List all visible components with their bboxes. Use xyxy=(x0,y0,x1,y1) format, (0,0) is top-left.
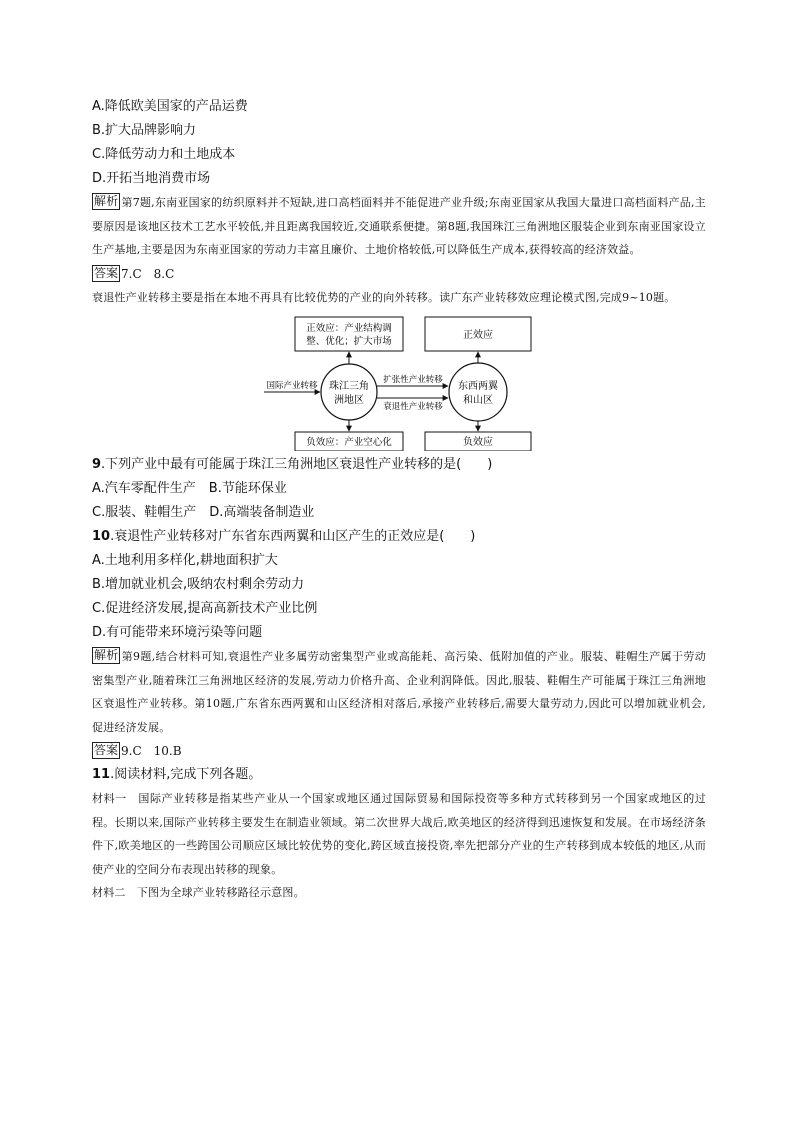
east-west-wings-line2: 和山区 xyxy=(463,395,493,406)
q8-option-d: D.开拓当地消费市场 xyxy=(92,171,211,186)
positive-effect-right-label: 正效应 xyxy=(463,330,493,341)
q10-option-b: B.增加就业机会,吸纳农村剩余劳动力 xyxy=(92,577,305,592)
answer-7-8 xyxy=(92,262,706,286)
material-1-label: 材料一 xyxy=(92,792,127,805)
q10-option-c: C.促进经济发展,提高高新技术产业比例 xyxy=(92,601,318,616)
q9-options-ab: A.汽车零配件生产 B.节能环保业 xyxy=(92,481,287,496)
pearl-river-delta-circle xyxy=(321,364,377,420)
explanation-tag: 解析 xyxy=(94,194,119,208)
q8-option-c: C.降低劳动力和土地成本 xyxy=(92,147,236,162)
answer-tag: 答案 xyxy=(94,743,119,757)
q9-options-cd: C.服装、鞋帽生产 D.高端装备制造业 xyxy=(92,505,315,520)
document-page xyxy=(92,95,706,905)
intro-9-10: 衰退性产业转移主要是指在本地不再具有比较优势的产业的向外转移。读广东产业转移效应理论模式图,完成9~10题。 xyxy=(92,290,676,304)
explanation-text: 第9题,结合材料可知,衰退性产业多属劳动密集型产业或高能耗、高污染、低附加值的产业。服装、鞋帽生产属于劳动密集型产业,随着珠江三角洲地区经济的发展,劳动力价格升高、企业利润降低。因此,服装、鞋帽生产可能属于珠江三角洲地区衰退性产业转移。第10题,广东省东西两翼和山区经济相对落后,承接产业转移后,需要大量劳动力,因此可以增加就业机会,促进经济发展。 xyxy=(92,650,706,734)
q10-number: 10 xyxy=(92,529,111,544)
q10-option-d: D.有可能带来环境污染等问题 xyxy=(92,625,263,640)
q9-stem-text: .下列产业中最有可能属于珠江三角洲地区衰退性产业转移的是( ) xyxy=(101,457,493,472)
east-west-wings-circle xyxy=(449,363,507,421)
explanation-text: 第7题,东南亚国家的纺织原料并不短缺,进口高档面料并不能促进产业升级;东南亚国家从我国大量进口高档面料产品,主要原因是该地区技术工艺水平较低,并且距离我国较近,交通联系便捷。第8题,我国珠江三角洲地区服装企业到东南亚国家设立生产基地,主要是因为东南亚国家的劳动力丰富且廉价、土地价格较低,可以降低生产成本,获得较高的经济效益。 xyxy=(92,196,706,256)
diagram-svg xyxy=(92,311,706,451)
q11-stem-text: .阅读材料,完成下列各题。 xyxy=(110,767,262,782)
material-2 xyxy=(92,881,706,905)
material-2-label: 材料二 xyxy=(92,886,126,899)
q11-number: 11 xyxy=(92,767,111,782)
material-1 xyxy=(92,787,706,881)
q10-stem xyxy=(92,525,706,549)
q9-stem xyxy=(92,453,706,477)
explanation-7-8 xyxy=(92,191,706,262)
expansion-transfer-label: 扩张性产业转移 xyxy=(383,375,443,385)
explanation-tag: 解析 xyxy=(94,648,119,662)
answer-text: 9.C 10.B xyxy=(121,744,182,758)
material-2-text: 下图为全球产业转移路径示意图。 xyxy=(136,886,305,899)
answer-tag: 答案 xyxy=(94,265,119,280)
q11-stem xyxy=(92,763,706,787)
intl-transfer-label: 国际产业转移 xyxy=(266,381,318,391)
negative-effect-right-label: 负效应 xyxy=(463,437,493,448)
q8-option-b: B.扩大品牌影响力 xyxy=(92,123,197,138)
east-west-wings-line1: 东西两翼 xyxy=(458,381,498,392)
positive-effect-left-line2: 整、优化；扩大市场 xyxy=(306,336,392,347)
negative-effect-left-label: 负效应：产业空心化 xyxy=(306,437,392,448)
q8-option-a: A.降低欧美国家的产品运费 xyxy=(92,99,248,114)
q10-option-a: A.土地利用多样化,耕地面积扩大 xyxy=(92,553,278,568)
explanation-9-10 xyxy=(92,645,706,739)
decline-transfer-label: 衰退性产业转移 xyxy=(383,402,443,412)
answer-text: 7.C 8.C xyxy=(121,266,175,281)
q10-stem-text: .衰退性产业转移对广东省东西两翼和山区产生的正效应是( ) xyxy=(110,529,476,544)
pearl-river-delta-line2: 洲地区 xyxy=(334,395,364,406)
industry-transfer-diagram xyxy=(92,311,706,451)
positive-effect-left-line1: 正效应：产业结构调 xyxy=(306,323,392,334)
material-1-text: 国际产业转移是指某些产业从一个国家或地区通过国际贸易和国际投资等多种方式转移到另一个国家或地区的过程。长期以来,国际产业转移主要发生在制造业领域。第二次世界大战后,欧美地区的经济得到迅速恢复和发展。在市场经济条件下,欧美地区的一些跨国公司顺应区域比较优势的变化,跨区域直接投资,率先把部分产业的生产转移到成本较低的地区,从而使产业的空间分布表现出转移的现象。 xyxy=(92,792,706,876)
pearl-river-delta-line1: 珠江三角 xyxy=(329,381,369,392)
q9-number: 9 xyxy=(92,457,102,472)
answer-9-10 xyxy=(92,739,706,763)
